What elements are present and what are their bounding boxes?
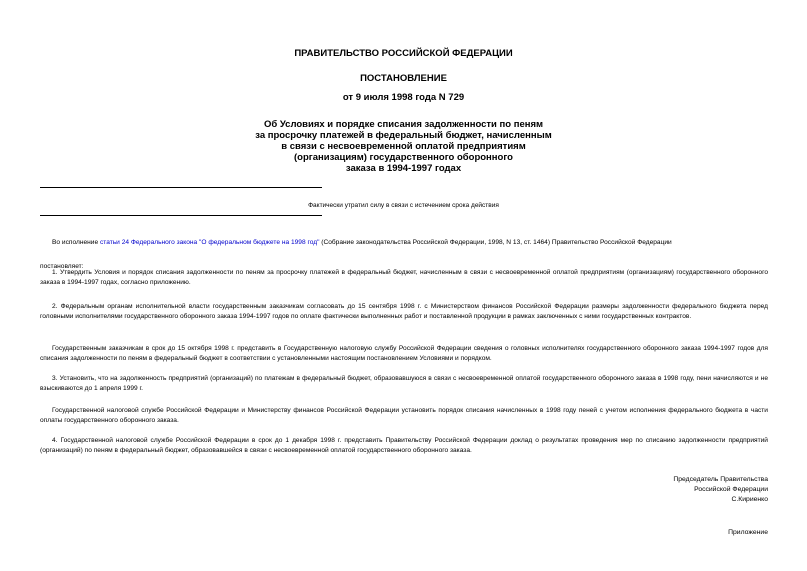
- document-type: ПОСТАНОВЛЕНИЕ: [360, 73, 447, 84]
- title-line: в связи с несвоевременной оплатой предприятиям: [281, 141, 526, 152]
- title-line: заказа в 1994-1997 годах: [345, 163, 462, 174]
- law-article-link[interactable]: статьи 24 Федерального закона "О федеральном бюджете на 1998 год": [99, 239, 320, 246]
- paragraph-2: 2. Федеральным органам исполнительной власти государственным заказчикам согласовать до 15 сентября 1998 г. с Министерством финансов Российской Федерации размеры задолженности федерального бюджета перед головными исполнителями государственного оборонного заказа 1994-1997 годов по оплате фактически выполненных работ и поставленной продукции в рамках заключенных с ними государственных контрактов.: [40, 303, 768, 320]
- resolves-label: постановляет:: [40, 263, 84, 270]
- preamble-text: Во исполнение: [52, 239, 100, 246]
- document-title: [0, 119, 807, 174]
- paragraph-1: 1. Утвердить Условия и порядок списания задолженности по пеням за просрочку платежей в федеральный бюджет, начисленным в связи с несвоевременной оплатой предприятиям (организациям) государственного оборонного заказа в 1994-1997 годах, согласно приложению.: [40, 269, 768, 286]
- government-header: ПРАВИТЕЛЬСТВО РОССИЙСКОЙ ФЕДЕРАЦИИ: [294, 48, 513, 59]
- title-line: Об Условиях и порядке списания задолженности по пеням: [263, 119, 544, 130]
- preamble-text: (Собрание законодательства Российской Федерации, 1998, N 13, ст. 1464) Правительство Российской Федерации: [319, 239, 672, 246]
- status-note: Фактически утратил силу в связи с истечением срока действия: [308, 202, 499, 209]
- divider-top: [40, 187, 322, 188]
- paragraph-3-continued: Государственной налоговой службе Российской Федерации и Министерству финансов Российской Федерации установить порядок списания начисленных в 1998 году пеней с учетом исполнения федерального бюджета в части оплаты государственного оборонного заказа.: [40, 407, 768, 424]
- signature-org: Российской Федерации: [694, 486, 768, 493]
- paragraph-2-continued: Государственным заказчикам в срок до 15 октября 1998 г. представить в Государственную налоговую службу Российской Федерации сведения о головных исполнителях государственного оборонного заказа 1994-1997 годов для списания задолженности по пеням в федеральный бюджет в соответствии с установленными настоящим постановлением Условиями и порядком.: [40, 345, 768, 362]
- appendix-label: Приложение: [728, 529, 768, 536]
- paragraph-4: 4. Государственной налоговой службе Российской Федерации в срок до 1 декабря 1998 г. представить Правительству Российской Федерации доклад о результатах проведения мер по списанию задолженности предприятий (организаций) по пеням в федеральный бюджет, образовавшейся в связи с несвоевременной оплатой государственного оборонного заказа.: [40, 437, 768, 454]
- paragraph-3: 3. Установить, что на задолженность предприятий (организаций) по платежам в федеральный бюджет, образовавшуюся в связи с несвоевременной оплатой государственного оборонного заказа в 1998 году, пени начисляются и не взыскиваются до 1 апреля 1999 г.: [40, 375, 768, 392]
- signature-block: [673, 475, 768, 505]
- preamble-paragraph: [40, 238, 768, 248]
- signature-name: С.Кириенко: [731, 496, 768, 503]
- title-line: (организациям) государственного оборонного: [294, 152, 513, 163]
- title-line: за просрочку платежей в федеральный бюджет, начисленным: [255, 130, 552, 141]
- signature-title: Председатель Правительства: [673, 476, 768, 483]
- document-date-number: от 9 июля 1998 года N 729: [342, 92, 465, 103]
- divider-bottom: [40, 215, 322, 216]
